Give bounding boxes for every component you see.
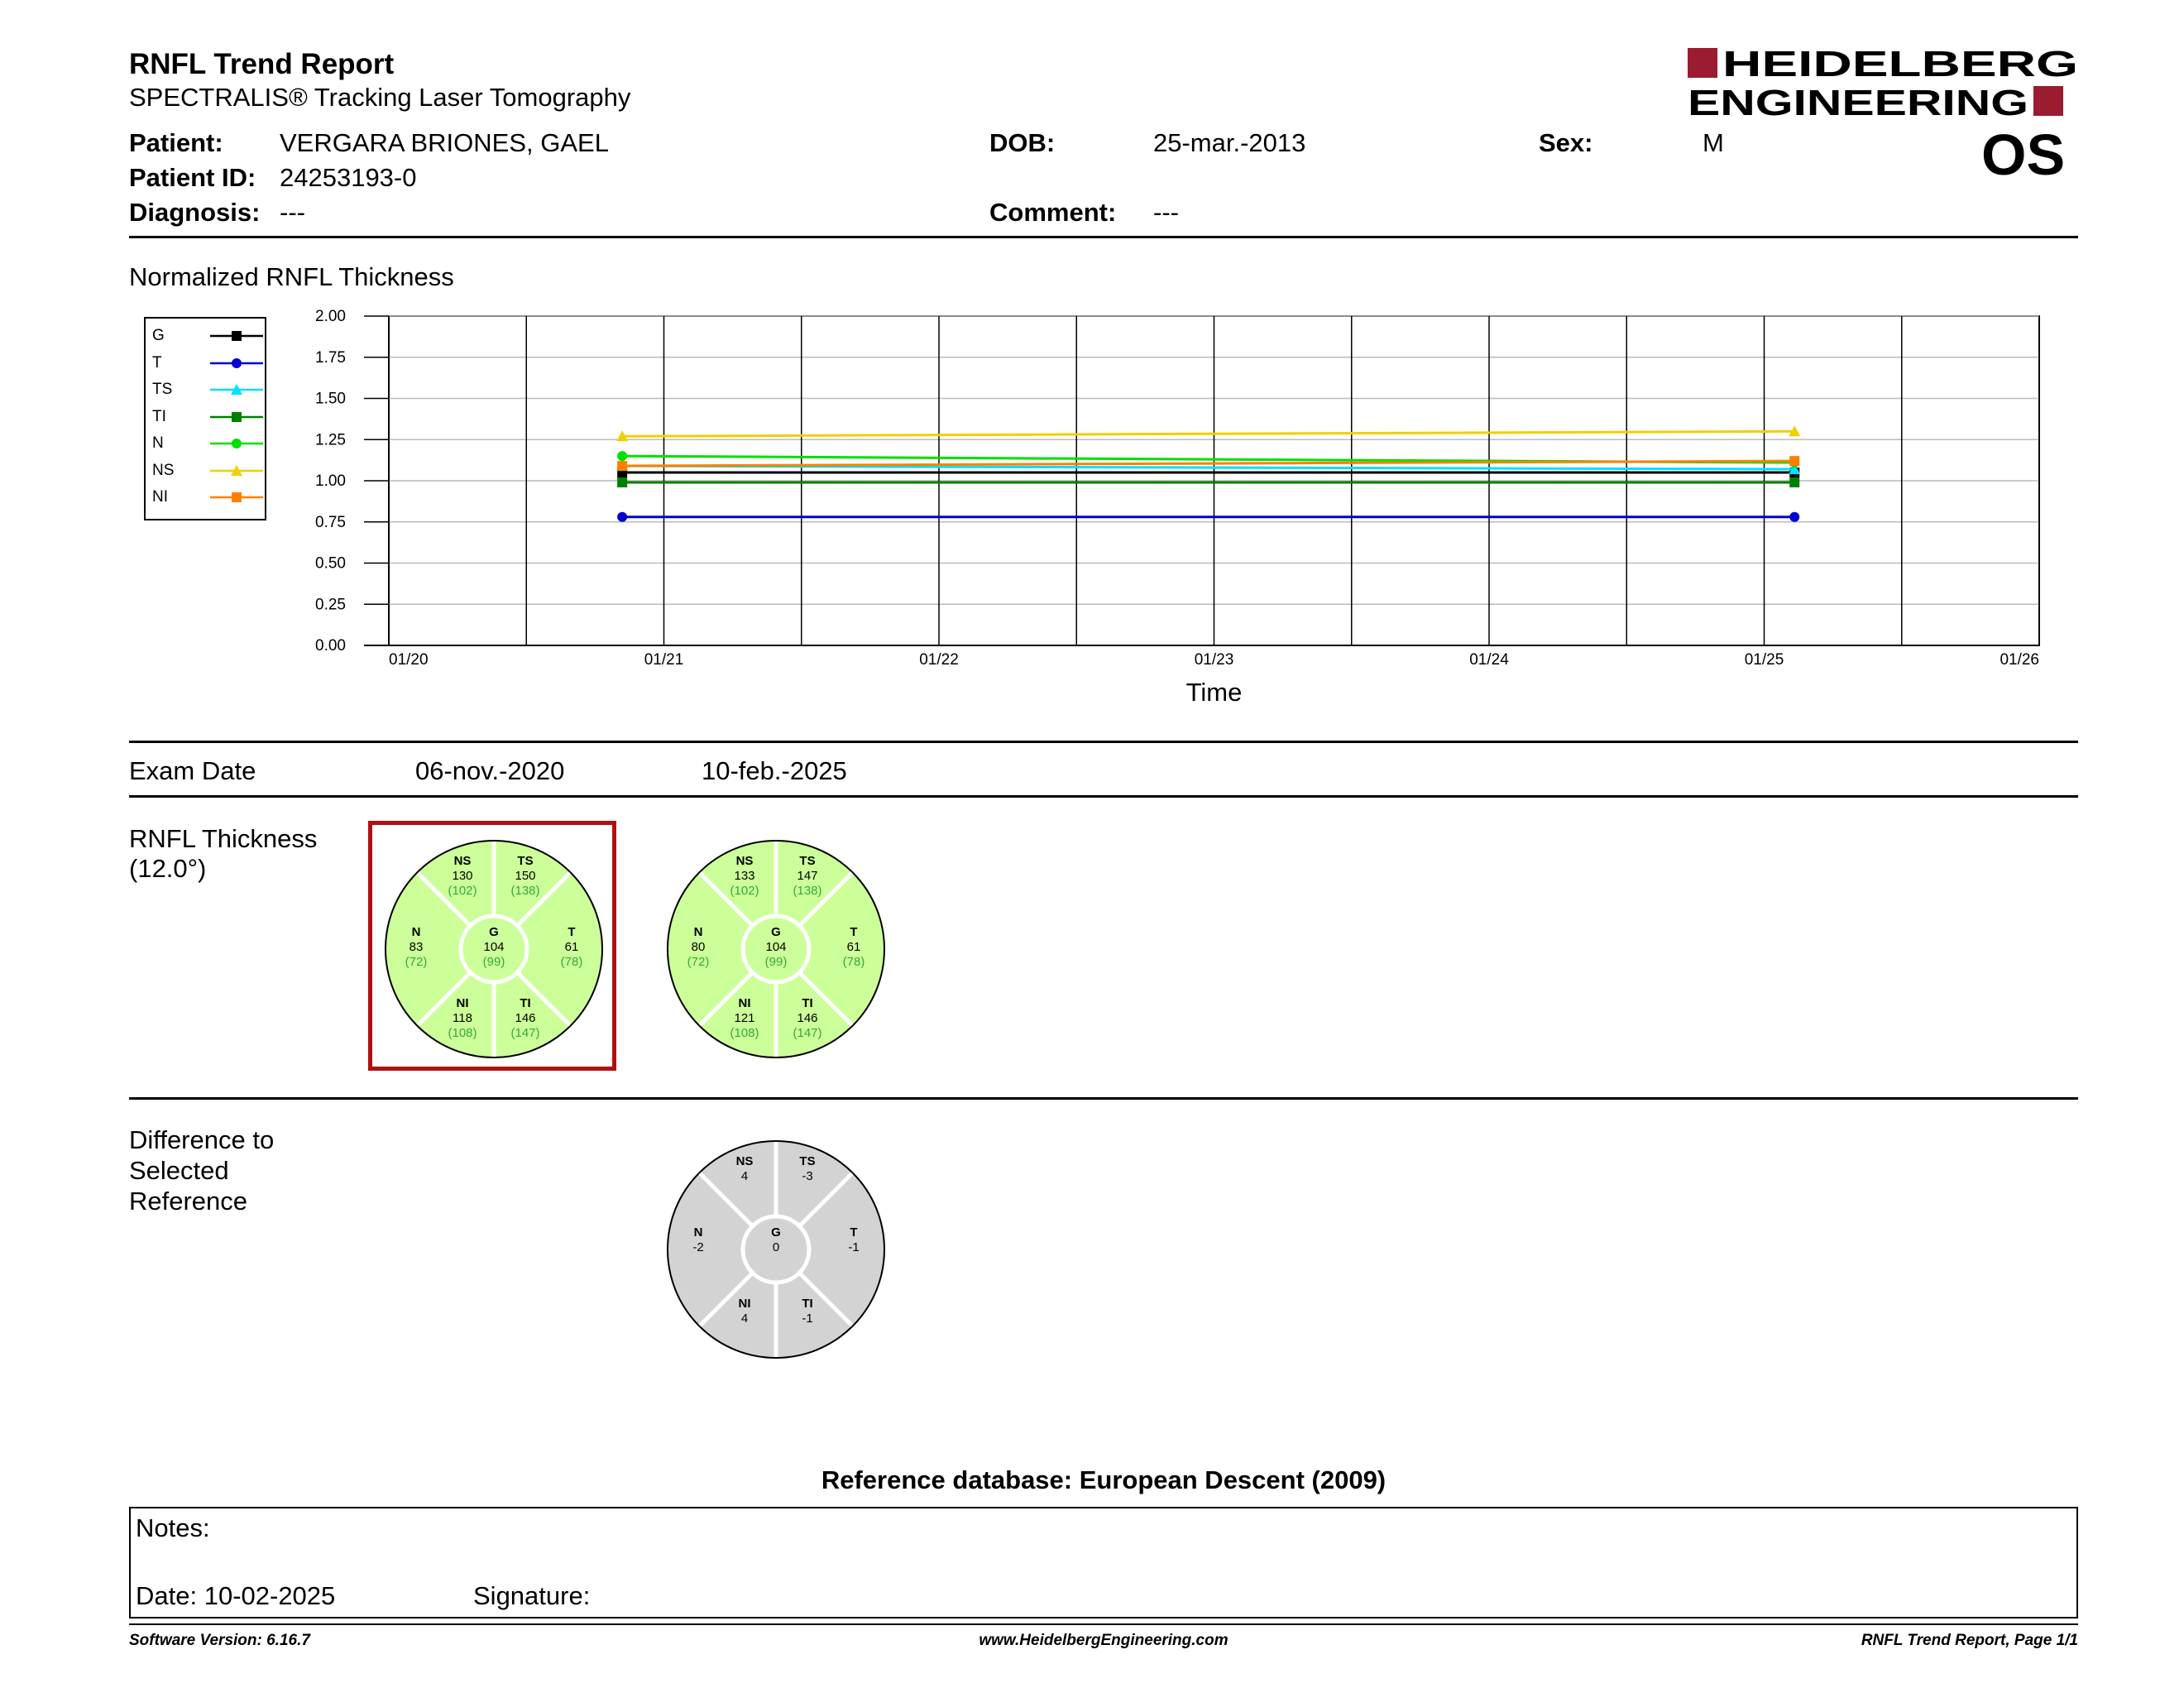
data-point-t (1789, 512, 1799, 522)
sector-reference: (99) (482, 955, 505, 969)
x-tick-label: 01/25 (1744, 651, 1784, 669)
sector-value: 121 (734, 1011, 755, 1025)
legend-marker-ti (232, 412, 242, 422)
notes-box[interactable] (129, 1507, 2078, 1618)
sector-label: NI (738, 1297, 751, 1311)
legend-swatch (210, 377, 263, 402)
sector-label: TI (520, 996, 531, 1010)
sector-label: TS (517, 854, 534, 868)
sector-label: TI (802, 1297, 813, 1311)
sector-label: T (850, 925, 858, 939)
sector-value: 147 (797, 869, 818, 883)
sector-g (771, 1225, 781, 1254)
sector-value: 61 (846, 940, 861, 954)
divider-header (129, 236, 2078, 238)
difference-label-2: Selected (129, 1156, 229, 1185)
y-tick-label: 1.50 (315, 390, 346, 408)
comment-label: Comment: (989, 198, 1117, 227)
legend-item-ns (152, 458, 260, 485)
sex-value: M (1703, 128, 1724, 157)
data-point-ti (1789, 477, 1799, 487)
sector-label: G (771, 1225, 781, 1240)
sector-value: 0 (772, 1240, 780, 1254)
sector-value: 4 (740, 1169, 749, 1183)
legend-item-g (152, 324, 260, 350)
sector-label: TS (799, 854, 816, 868)
sector-value: 133 (734, 869, 755, 883)
data-point-ti (617, 477, 627, 487)
footer-software-version: Software Version: 6.16.7 (129, 1632, 310, 1649)
y-tick-label: 0.50 (315, 554, 346, 573)
legend-swatch (210, 351, 263, 376)
legend-label: NS (152, 461, 175, 479)
x-tick-label: 01/23 (1194, 651, 1234, 669)
sector-value: 146 (515, 1011, 536, 1025)
notes-date: Date: 10-02-2025 (136, 1581, 336, 1610)
chart-section-title: Normalized RNFL Thickness (129, 262, 454, 291)
sector-value: 104 (765, 940, 787, 954)
sector-reference: (72) (687, 955, 710, 969)
data-point-t (617, 512, 627, 522)
dob-label: DOB: (989, 128, 1056, 157)
divider-rnfl (129, 1097, 2078, 1100)
y-tick-label: 2.00 (315, 308, 346, 325)
notes-label: Notes: (136, 1513, 210, 1542)
y-tick-label: 1.75 (315, 348, 346, 367)
legend-label: G (152, 327, 165, 344)
legend-swatch (210, 458, 263, 483)
sector-value: 150 (515, 869, 536, 883)
legend-marker-n (232, 439, 242, 448)
legend-item-n (152, 431, 260, 458)
x-tick-label: 01/24 (1469, 651, 1509, 669)
sector-value: 146 (797, 1011, 818, 1025)
legend-swatch (210, 324, 263, 348)
data-point-ni (617, 461, 627, 471)
sector-reference: (138) (793, 884, 822, 898)
sector-reference: (78) (560, 955, 583, 969)
difference-label-3: Reference (129, 1187, 248, 1216)
x-tick-label: 01/21 (644, 651, 684, 669)
report-subtitle: SPECTRALIS® Tracking Laser Tomography (129, 83, 631, 112)
sector-label: NS (735, 1154, 754, 1168)
sector-label: NI (738, 996, 751, 1010)
legend-item-ni (152, 485, 260, 511)
sector-label: T (568, 925, 576, 939)
sector-value: 104 (483, 940, 505, 954)
sector-reference: (102) (448, 884, 477, 898)
logo-block-bottom (2033, 86, 2063, 116)
sector-label: NI (456, 996, 469, 1010)
legend-marker-t (232, 358, 242, 368)
divider-chart (129, 741, 2078, 743)
divider-footer (129, 1623, 2078, 1625)
diagnosis-label: Diagnosis: (129, 198, 261, 227)
sector-reference: (147) (510, 1026, 540, 1040)
sector-value: 118 (453, 1011, 472, 1025)
sector-value: 80 (691, 940, 706, 954)
legend-label: TS (152, 381, 173, 398)
notes-signature: Signature: (473, 1581, 591, 1610)
legend-label: NI (152, 488, 168, 506)
sector-value: 83 (409, 940, 424, 954)
legend-item-ts (152, 377, 260, 404)
sector-reference: (108) (730, 1026, 759, 1040)
divider-exam (129, 795, 2078, 798)
y-tick-label: 1.00 (315, 472, 346, 490)
sector-reference: (147) (793, 1026, 822, 1040)
sector-reference: (99) (764, 955, 788, 969)
sector-label: G (489, 925, 499, 939)
comment-value: --- (1153, 198, 1179, 227)
exam-date-1: 06-nov.-2020 (415, 756, 565, 785)
sector-value: -2 (692, 1240, 704, 1254)
legend-item-ti (152, 405, 260, 431)
rnfl-circle-2[interactable] (664, 837, 888, 1061)
sector-value: -1 (848, 1240, 860, 1254)
sector-label: TI (802, 996, 813, 1010)
y-tick-label: 0.25 (315, 596, 346, 614)
sector-label: NS (735, 854, 754, 868)
footer-website: www.HeidelbergEngineering.com (979, 1632, 1228, 1649)
sex-label: Sex: (1539, 128, 1593, 157)
legend-swatch (210, 431, 263, 456)
sector-reference: (108) (448, 1026, 477, 1040)
dob-value: 25-mar.-2013 (1153, 128, 1306, 157)
data-point-ni (1789, 456, 1799, 466)
patient-label: Patient: (129, 128, 223, 157)
legend-marker-ni (232, 492, 242, 502)
sector-value: 4 (740, 1312, 749, 1326)
exam-date-label: Exam Date (129, 756, 256, 785)
logo-block-top (1688, 48, 1717, 78)
legend-label: N (152, 434, 164, 452)
sector-label: N (411, 925, 421, 939)
sector-label: TS (799, 1154, 816, 1168)
difference-circle (664, 1138, 888, 1361)
sector-reference: (72) (405, 955, 428, 969)
trend-chart (281, 302, 2081, 716)
rnfl-label-2: (12.0°) (129, 854, 207, 883)
legend-marker-g (232, 331, 242, 341)
sector-reference: (102) (730, 884, 759, 898)
sector-ti (802, 1297, 812, 1326)
sector-label: T (850, 1225, 858, 1240)
y-tick-label: 0.00 (315, 637, 346, 655)
patient-name: VERGARA BRIONES, GAEL (280, 128, 609, 157)
x-tick-label: 01/26 (2000, 651, 2039, 669)
rnfl-label-1: RNFL Thickness (129, 824, 318, 853)
footer-page: RNFL Trend Report, Page 1/1 (1861, 1632, 2078, 1649)
sector-label: G (771, 925, 781, 939)
x-tick-label: 01/20 (389, 651, 429, 669)
sector-label: N (693, 1225, 703, 1240)
y-tick-label: 1.25 (315, 431, 346, 449)
legend-swatch (210, 405, 263, 429)
legend-label: TI (152, 407, 166, 425)
sector-label: NS (453, 854, 472, 868)
sector-value: 130 (452, 869, 473, 883)
chart-legend (144, 317, 266, 520)
legend-item-t (152, 351, 260, 377)
exam-date-2: 10-feb.-2025 (702, 756, 847, 785)
sector-label: N (693, 925, 703, 939)
x-axis-label: Time (1185, 678, 1243, 707)
difference-label-1: Difference to (129, 1125, 275, 1154)
reference-database: Reference database: European Descent (2009) (821, 1465, 1387, 1494)
sector-value: -1 (802, 1312, 813, 1326)
y-tick-label: 0.75 (315, 513, 346, 531)
sector-value: -3 (802, 1169, 813, 1183)
diagnosis-value: --- (280, 198, 305, 227)
legend-swatch (210, 485, 263, 510)
report-title: RNFL Trend Report (129, 48, 395, 80)
patient-id-label: Patient ID: (129, 163, 256, 192)
heidelberg-logo (1688, 46, 2081, 118)
sector-n (692, 1225, 703, 1254)
sector-reference: (138) (510, 884, 540, 898)
sector-reference: (78) (842, 955, 865, 969)
data-point-n (617, 451, 627, 461)
logo-line1: HEIDELBERG (1722, 46, 2078, 84)
logo-line2: ENGINEERING (1688, 83, 2028, 118)
patient-id: 24253193-0 (280, 163, 417, 192)
sector-value: 61 (564, 940, 579, 954)
legend-label: T (152, 353, 162, 372)
x-tick-label: 01/22 (919, 651, 959, 669)
eye-indicator: OS (1981, 122, 2066, 187)
rnfl-circle-1[interactable] (382, 837, 606, 1061)
